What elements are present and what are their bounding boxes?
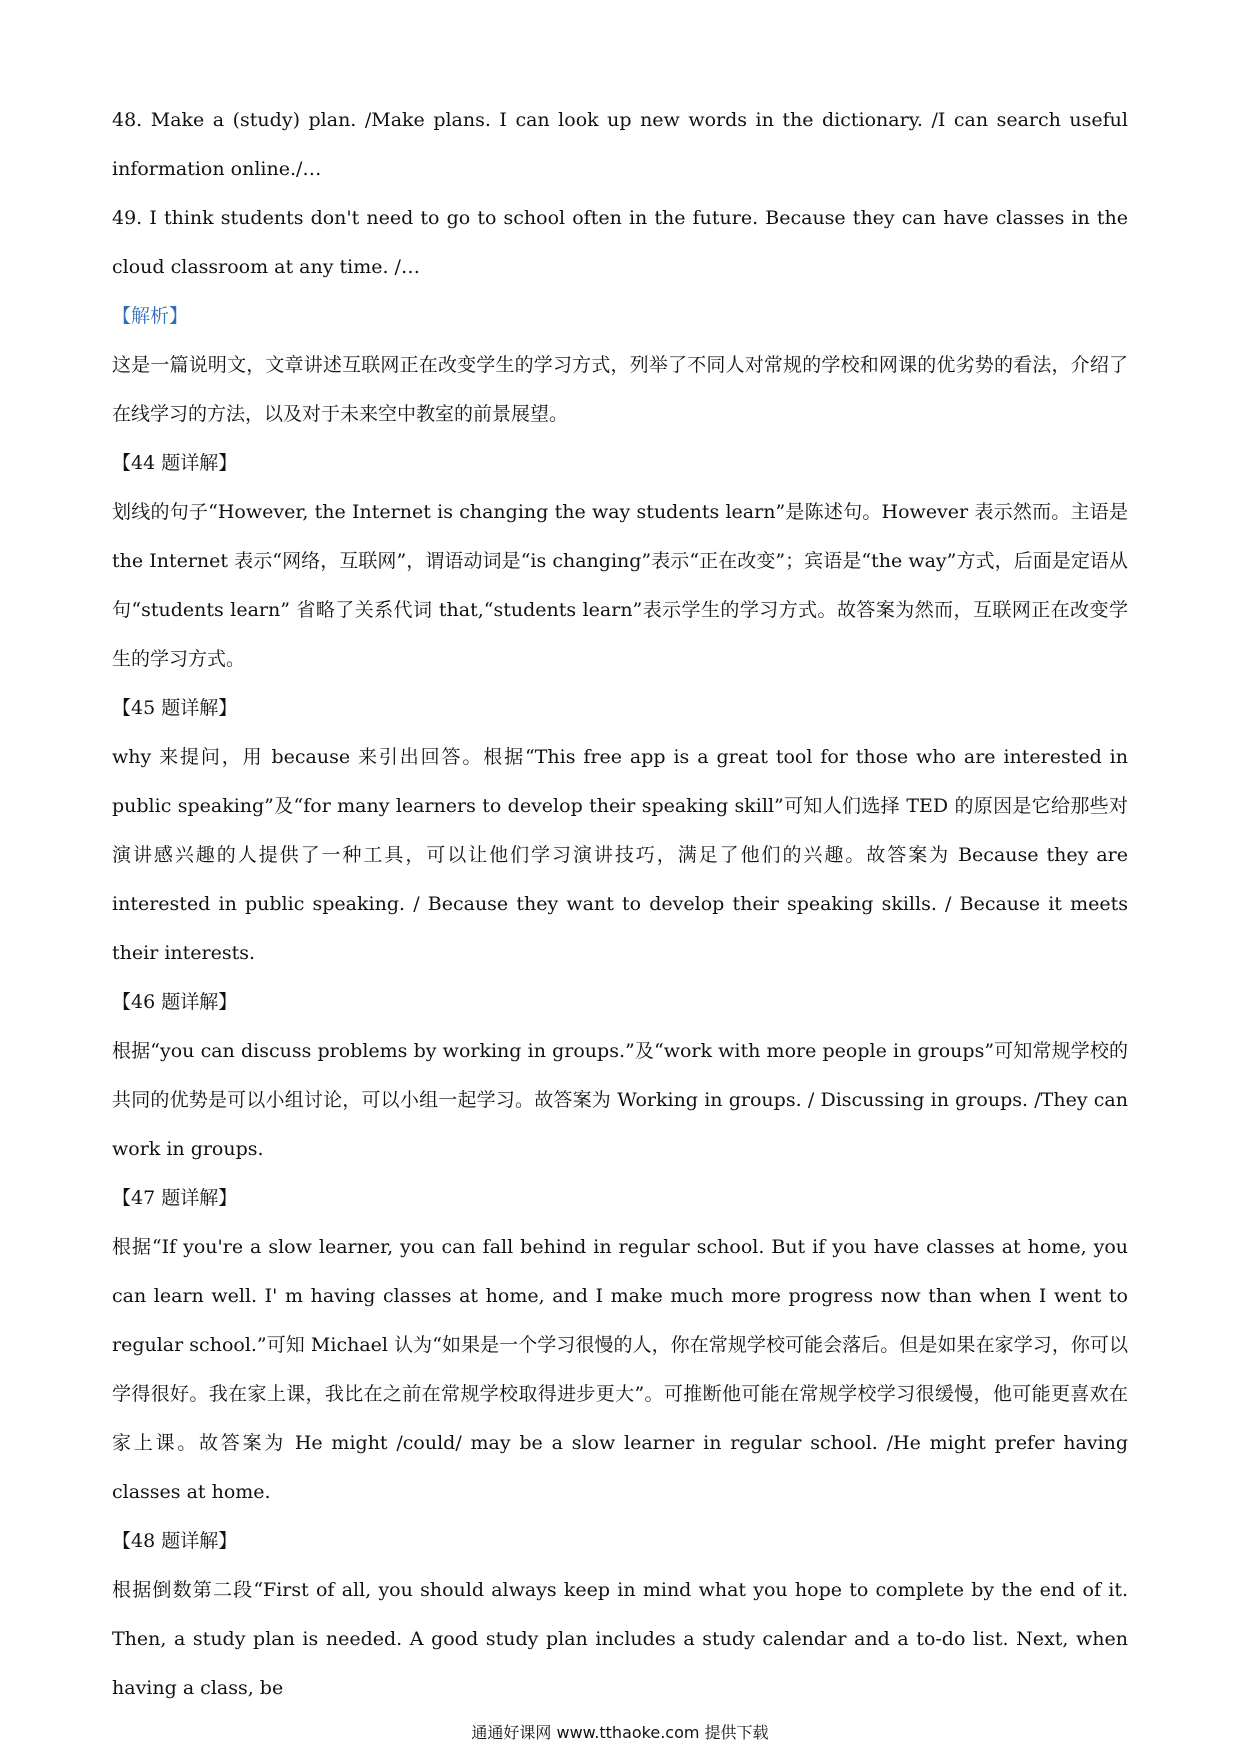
detail-46-heading: 【46 题详解】 [112, 991, 238, 1013]
document-body [112, 96, 1128, 1713]
detail-47-heading: 【47 题详解】 [112, 1187, 238, 1209]
page-footer: 通通好课网 www.tthaoke.com 提供下载 [471, 1723, 769, 1742]
detail-44-text: 划线的句子“However, the Internet is changing the way students learn”是陈述句。However 表示然而。主语是 the Internet 表示“网络，互联网”，谓语动词是“is changing”表示“正在改变”；宾语是“the way”方式，后面是定语从句“students learn” 省略了关系代词 that,“students learn”表示学生的学习方式。故答案为然而，互联网正在改变学生的学习方式。 [112, 501, 1128, 670]
detail-45-heading: 【45 题详解】 [112, 697, 238, 719]
detail-46-text: 根据“you can discuss problems by working in groups.”及“work with more people in groups”可知常规学校的共同的优势是可以小组讨论，可以小组一起学习。故答案为 Working in groups. / Discussing in groups. /They can work in groups. [112, 1040, 1128, 1160]
detail-44-heading: 【44 题详解】 [112, 452, 238, 474]
analysis-summary: 这是一篇说明文，文章讲述互联网正在改变学生的学习方式，列举了不同人对常规的学校和网课的优劣势的看法，介绍了在线学习的方法，以及对于未来空中教室的前景展望。 [112, 354, 1128, 425]
detail-45-text: why 来提问，用 because 来引出回答。根据“This free app is a great tool for those who are interested in public speaking”及“for many learners to develop their speaking skill”可知人们选择 TED 的原因是它给那些对演讲感兴趣的人提供了一种工具，可以让他们学习演讲技巧，满足了他们的兴趣。故答案为 Because they are interested in public speaking. / Because they want to develop their speaking skills. / Because it meets their interests. [112, 746, 1128, 964]
detail-47-text: 根据“If you're a slow learner, you can fall behind in regular school. But if you have classes at home, you can learn well. I' m having classes at home, and I make much more progress now than when I went to regular school.”可知 Michael 认为“如果是一个学习很慢的人，你在常规学校可能会落后。但是如果在家学习，你可以学得很好。我在家上课，我比在之前在常规学校取得进步更大”。可推断他可能在常规学校学习很缓慢，他可能更喜欢在家上课。故答案为 He might /could/ may be a slow learner in regular school. /He might prefer having classes at home. [112, 1236, 1128, 1503]
answer-48: 48. Make a (study) plan. /Make plans. I can look up new words in the dictionary. /I can search useful information online./… [112, 109, 1128, 180]
analysis-heading: 【解析】 [112, 305, 189, 327]
detail-48-text: 根据倒数第二段“First of all, you should always keep in mind what you hope to complete by the end of it. Then, a study plan is needed. A good study plan includes a study calendar and a to-do list. Next, when having a class, be [112, 1579, 1128, 1699]
answer-49: 49. I think students don't need to go to school often in the future. Because they can have classes in the cloud classroom at any time. /… [112, 207, 1128, 278]
detail-48-heading: 【48 题详解】 [112, 1530, 238, 1552]
